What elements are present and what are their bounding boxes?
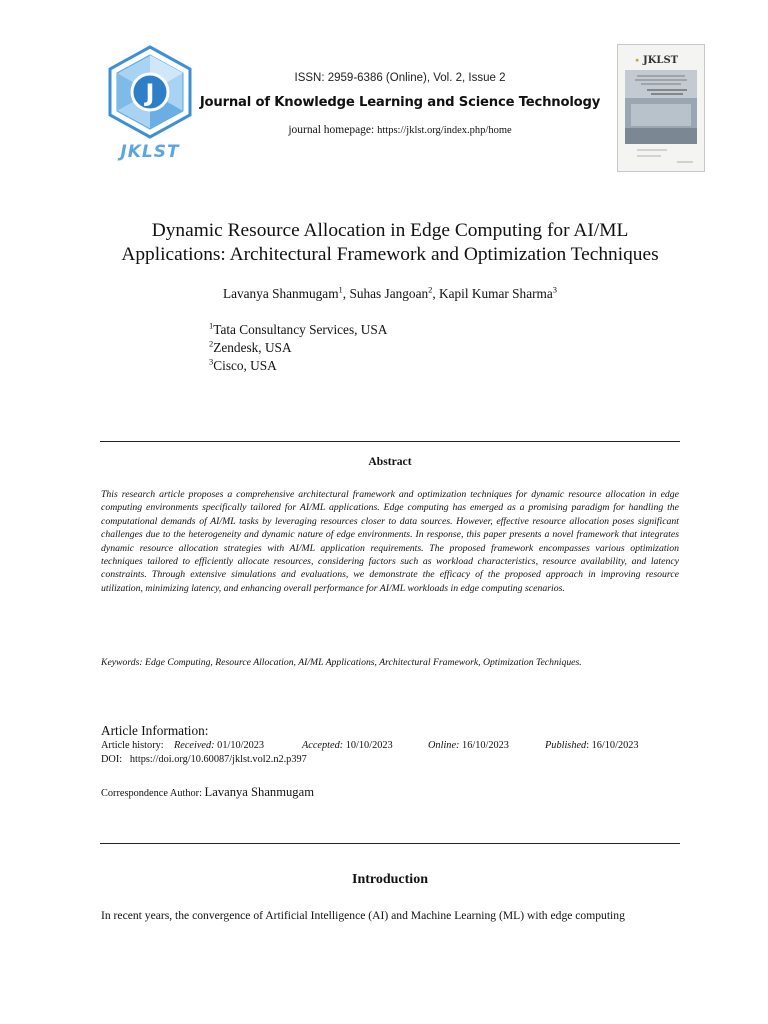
cover-brand: JKLST [643,55,679,66]
cover-star-icon: ✸ [635,58,640,64]
author-affiliation-mark: 3 [552,284,558,295]
author-list [150,286,630,302]
paper-title [80,219,700,267]
article-history [101,740,681,754]
doi-label: DOI: [101,754,123,765]
author-separator: , [342,286,350,301]
doi-link[interactable]: https://doi.org/10.60087/jklst.vol2.n2.p397 [129,754,307,765]
author-name: Suhas Jangoan [349,286,429,301]
correspondence-label: Correspondence Author: [101,788,205,799]
affiliation-list [209,321,387,375]
title-line-2: Applications: Architectural Framework and Optimization Techniques [121,244,659,265]
author-separator: , [432,286,440,301]
accepted-date: Accepted: 10/10/2023 [302,740,393,751]
author-name: Lavanya Shanmugam [222,286,339,301]
divider-bottom [100,843,680,844]
journal-logo [104,45,196,163]
issn-line: ISSN: 2959-6386 (Online), Vol. 2, Issue 2 [294,72,506,84]
homepage-label: journal homepage: [288,124,378,136]
correspondence-name: Lavanya Shanmugam [204,785,314,799]
history-label: Article history: [101,740,164,751]
logo-letter: J [145,79,155,107]
online-date: Online: 16/10/2023 [428,740,509,751]
divider-top [100,441,680,442]
journal-homepage [220,124,580,136]
introduction-heading: Introduction [352,872,428,887]
correspondence-author [101,785,314,800]
title-line-1: Dynamic Resource Allocation in Edge Computing for AI/ML [151,220,629,241]
affiliation-item: $^2$Zendesk, USA [209,338,292,355]
published-date: Published: 16/10/2023 [545,740,639,751]
author-name: Kapil Kumar Sharma [439,286,553,301]
doi-line [101,754,307,765]
introduction-first-line: In recent years, the convergence of Artificial Intelligence (AI) and Machine Learning (ML) with edge computing [101,909,625,922]
journal-name: Journal of Knowledge Learning and Science Technology [199,95,601,110]
author-affiliation-mark: 2 [428,284,433,295]
keywords: Keywords: Edge Computing, Resource Allocation, AI/ML Applications, Architectural Framework, Optimization Techniques. [101,657,582,668]
abstract-heading: Abstract [368,455,412,468]
article-info-heading: Article Information: [101,723,209,738]
author-affiliation-mark: 1 [338,284,343,295]
received-date: Received: 01/10/2023 [174,740,265,751]
journal-cover-thumbnail [617,44,705,172]
logo-text: JKLST [120,142,180,162]
affiliation-item: $^3$Cisco, USA [209,356,277,373]
abstract-body: This research article proposes a comprehensive architectural framework and optimization techniques for dynamic resource allocation in edge computing environments specifically tailored for AI/ML applications. Edge computing has emerged as a promising paradigm for handling the computational demands of AI/ML tasks by leveraging resources closer to data sources. However, effective resource allocation poses significant challenges due to the heterogeneity and dynamic nature of edge environments. In response, this paper presents a novel framework that integrates dynamic resource allocation strategies with AI/ML application requirements. The proposed framework encompasses various optimization techniques tailored to efficiently allocate resources, considering factors such as workload characteristics, resource availability, and latency constraints. Through extensive simulations and evaluations, we demonstrate the efficacy of the proposed approach in improving resource utilization, minimizing latency, and enhancing overall performance for AI/ML workloads in edge computing scenarios. [101,489,679,594]
homepage-link[interactable]: https://jklst.org/index.php/home [377,125,512,136]
affiliation-item: $^1$Tata Consultancy Services, USA [209,320,388,337]
